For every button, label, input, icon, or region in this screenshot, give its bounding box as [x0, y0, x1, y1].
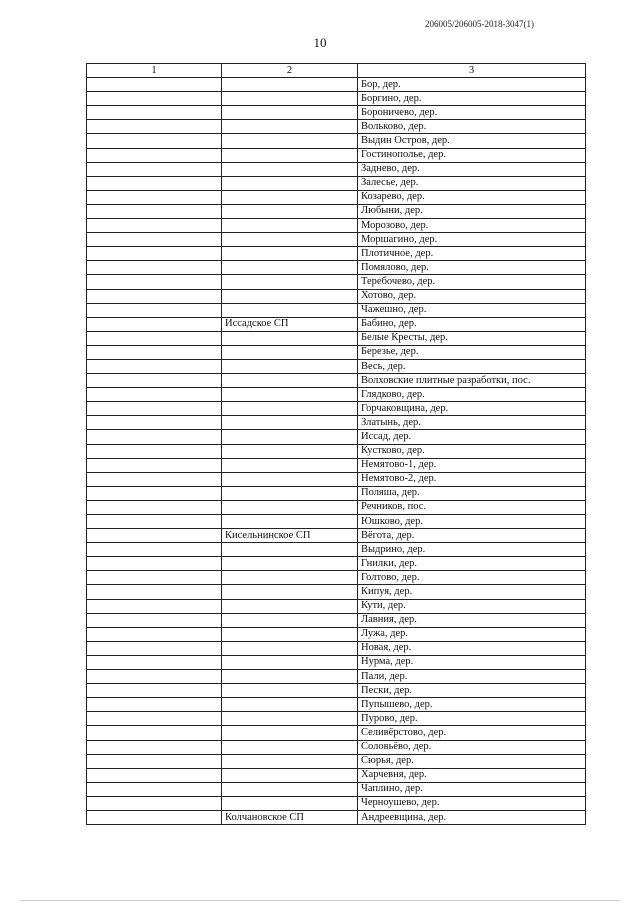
cell-settlement: [222, 444, 358, 458]
cell-index: [87, 402, 222, 416]
cell-settlement: [222, 712, 358, 726]
table-row: [87, 78, 586, 92]
table-row: [87, 204, 586, 218]
cell-locality: Выдрино, дер.: [358, 543, 586, 557]
cell-locality: Белые Кресты, дер.: [358, 331, 586, 345]
cell-locality: Златынь, дер.: [358, 416, 586, 430]
cell-settlement: [222, 486, 358, 500]
cell-settlement: [222, 515, 358, 529]
table-row: [87, 810, 586, 824]
cell-locality: Пали, дер.: [358, 670, 586, 684]
cell-index: [87, 289, 222, 303]
cell-locality: Нурма, дер.: [358, 655, 586, 669]
cell-locality: Голтово, дер.: [358, 571, 586, 585]
cell-settlement: [222, 599, 358, 613]
cell-locality: Андреевщина, дер.: [358, 810, 586, 824]
table-row: [87, 388, 586, 402]
cell-locality: Помялово, дер.: [358, 261, 586, 275]
cell-settlement: [222, 204, 358, 218]
scan-artifact-line: [20, 900, 620, 901]
table-row: [87, 515, 586, 529]
cell-settlement: [222, 754, 358, 768]
table-row: [87, 655, 586, 669]
cell-locality: Вёгота, дер.: [358, 529, 586, 543]
cell-settlement: [222, 796, 358, 810]
table-row: [87, 444, 586, 458]
cell-settlement: [222, 500, 358, 514]
cell-locality: Немятово-2, дер.: [358, 472, 586, 486]
cell-settlement: [222, 190, 358, 204]
table-row: [87, 726, 586, 740]
column-header-1: 1: [87, 64, 222, 78]
column-header-2: 2: [222, 64, 358, 78]
cell-index: [87, 430, 222, 444]
table-row: [87, 92, 586, 106]
table-row: [87, 275, 586, 289]
cell-index: [87, 613, 222, 627]
cell-settlement: [222, 768, 358, 782]
cell-index: [87, 515, 222, 529]
cell-locality: Боргино, дер.: [358, 92, 586, 106]
cell-locality: Любыни, дер.: [358, 204, 586, 218]
table-row: [87, 782, 586, 796]
cell-locality: Бабино, дер.: [358, 317, 586, 331]
table-row: [87, 698, 586, 712]
cell-index: [87, 571, 222, 585]
cell-settlement: [222, 740, 358, 754]
cell-locality: Гостинополье, дер.: [358, 148, 586, 162]
table-row: [87, 571, 586, 585]
cell-index: [87, 388, 222, 402]
cell-settlement: [222, 261, 358, 275]
cell-locality: Заднево, дер.: [358, 162, 586, 176]
cell-locality: Лавния, дер.: [358, 613, 586, 627]
cell-settlement: [222, 289, 358, 303]
table-row: [87, 190, 586, 204]
cell-locality: Вольково, дер.: [358, 120, 586, 134]
cell-locality: Бор, дер.: [358, 78, 586, 92]
cell-index: [87, 712, 222, 726]
cell-locality: Немятово-1, дер.: [358, 458, 586, 472]
cell-index: [87, 782, 222, 796]
cell-settlement: [222, 684, 358, 698]
table-row: [87, 599, 586, 613]
cell-index: [87, 472, 222, 486]
table-row: [87, 374, 586, 388]
table-row: [87, 458, 586, 472]
table-row: [87, 331, 586, 345]
cell-settlement: [222, 585, 358, 599]
cell-locality: Иссад, дер.: [358, 430, 586, 444]
cell-index: [87, 529, 222, 543]
table-row: [87, 219, 586, 233]
cell-locality: Гнилки, дер.: [358, 557, 586, 571]
table-row: [87, 359, 586, 373]
table-row: [87, 740, 586, 754]
cell-settlement: [222, 134, 358, 148]
cell-settlement: [222, 106, 358, 120]
cell-locality: Хотово, дер.: [358, 289, 586, 303]
table-row: [87, 261, 586, 275]
table-row: [87, 402, 586, 416]
cell-locality: Теребочево, дер.: [358, 275, 586, 289]
cell-locality: Сюрья, дер.: [358, 754, 586, 768]
cell-settlement: [222, 557, 358, 571]
cell-locality: Выдин Остров, дер.: [358, 134, 586, 148]
table-row: [87, 345, 586, 359]
cell-locality: Новая, дер.: [358, 641, 586, 655]
cell-index: [87, 641, 222, 655]
cell-index: [87, 78, 222, 92]
cell-settlement: Колчановское СП: [222, 810, 358, 824]
cell-index: [87, 331, 222, 345]
cell-locality: Поляша, дер.: [358, 486, 586, 500]
table-row: [87, 106, 586, 120]
cell-index: [87, 106, 222, 120]
cell-index: [87, 247, 222, 261]
cell-locality: Речников, пос.: [358, 500, 586, 514]
cell-settlement: [222, 430, 358, 444]
cell-locality: Кути, дер.: [358, 599, 586, 613]
cell-settlement: [222, 388, 358, 402]
cell-settlement: [222, 726, 358, 740]
page-number: 10: [313, 35, 327, 50]
cell-settlement: [222, 148, 358, 162]
cell-index: [87, 768, 222, 782]
cell-index: [87, 345, 222, 359]
cell-settlement: [222, 543, 358, 557]
cell-locality: Залесье, дер.: [358, 176, 586, 190]
table-row: [87, 641, 586, 655]
table-row: [87, 233, 586, 247]
cell-settlement: [222, 303, 358, 317]
cell-settlement: [222, 670, 358, 684]
cell-locality: Березье, дер.: [358, 345, 586, 359]
cell-locality: Моршагино, дер.: [358, 233, 586, 247]
cell-locality: Глядково, дер.: [358, 388, 586, 402]
cell-settlement: [222, 162, 358, 176]
cell-index: [87, 557, 222, 571]
settlements-table: [86, 63, 586, 825]
cell-index: [87, 444, 222, 458]
cell-settlement: [222, 374, 358, 388]
cell-settlement: [222, 120, 358, 134]
cell-settlement: [222, 782, 358, 796]
cell-settlement: [222, 247, 358, 261]
table-row: [87, 543, 586, 557]
cell-index: [87, 585, 222, 599]
table-row: [87, 134, 586, 148]
table-body: [87, 78, 586, 825]
cell-locality: Весь, дер.: [358, 359, 586, 373]
cell-index: [87, 684, 222, 698]
cell-index: [87, 810, 222, 824]
cell-locality: Селивёрстово, дер.: [358, 726, 586, 740]
cell-index: [87, 134, 222, 148]
cell-locality: Пески, дер.: [358, 684, 586, 698]
cell-index: [87, 204, 222, 218]
cell-settlement: [222, 359, 358, 373]
cell-index: [87, 148, 222, 162]
table-row: [87, 430, 586, 444]
cell-index: [87, 698, 222, 712]
cell-settlement: [222, 458, 358, 472]
cell-settlement: [222, 472, 358, 486]
table-row: [87, 317, 586, 331]
cell-locality: Бороничево, дер.: [358, 106, 586, 120]
table-row: [87, 486, 586, 500]
cell-index: [87, 261, 222, 275]
cell-settlement: Кисельнинское СП: [222, 529, 358, 543]
cell-index: [87, 176, 222, 190]
table-row: [87, 754, 586, 768]
cell-locality: Чажешно, дер.: [358, 303, 586, 317]
cell-locality: Кустково, дер.: [358, 444, 586, 458]
cell-locality: Черноушево, дер.: [358, 796, 586, 810]
table-row: [87, 247, 586, 261]
table-row: [87, 557, 586, 571]
cell-locality: Лужа, дер.: [358, 627, 586, 641]
cell-index: [87, 796, 222, 810]
cell-index: [87, 670, 222, 684]
table-row: [87, 289, 586, 303]
table-row: [87, 120, 586, 134]
cell-index: [87, 599, 222, 613]
cell-index: [87, 458, 222, 472]
cell-index: [87, 500, 222, 514]
cell-index: [87, 655, 222, 669]
cell-locality: Козарево, дер.: [358, 190, 586, 204]
cell-settlement: [222, 641, 358, 655]
cell-settlement: [222, 571, 358, 585]
cell-settlement: [222, 233, 358, 247]
table-row: [87, 416, 586, 430]
cell-locality: Морозово, дер.: [358, 219, 586, 233]
table-row: [87, 176, 586, 190]
cell-settlement: [222, 219, 358, 233]
cell-index: [87, 162, 222, 176]
cell-settlement: [222, 345, 358, 359]
cell-settlement: [222, 176, 358, 190]
cell-settlement: [222, 331, 358, 345]
table-header-row: [87, 64, 586, 78]
cell-locality: Харчевня, дер.: [358, 768, 586, 782]
cell-settlement: [222, 698, 358, 712]
cell-index: [87, 233, 222, 247]
table-row: [87, 585, 586, 599]
cell-locality: Пурово, дер.: [358, 712, 586, 726]
cell-index: [87, 275, 222, 289]
table-row: [87, 303, 586, 317]
cell-index: [87, 219, 222, 233]
cell-index: [87, 627, 222, 641]
cell-locality: Кипуя, дер.: [358, 585, 586, 599]
cell-locality: Юшково, дер.: [358, 515, 586, 529]
table-row: [87, 162, 586, 176]
cell-locality: Соловьёво, дер.: [358, 740, 586, 754]
cell-index: [87, 754, 222, 768]
table-row: [87, 472, 586, 486]
cell-settlement: [222, 613, 358, 627]
cell-locality: Пупышево, дер.: [358, 698, 586, 712]
cell-index: [87, 726, 222, 740]
table-row: [87, 670, 586, 684]
cell-settlement: [222, 655, 358, 669]
cell-index: [87, 416, 222, 430]
table-row: [87, 529, 586, 543]
cell-locality: Плотичное, дер.: [358, 247, 586, 261]
cell-index: [87, 740, 222, 754]
cell-locality: Горчаковщина, дер.: [358, 402, 586, 416]
cell-settlement: Иссадское СП: [222, 317, 358, 331]
table-row: [87, 500, 586, 514]
cell-index: [87, 374, 222, 388]
cell-settlement: [222, 92, 358, 106]
cell-locality: Чаплино, дер.: [358, 782, 586, 796]
cell-settlement: [222, 627, 358, 641]
cell-settlement: [222, 78, 358, 92]
table-row: [87, 627, 586, 641]
cell-index: [87, 543, 222, 557]
cell-index: [87, 303, 222, 317]
table-row: [87, 613, 586, 627]
cell-index: [87, 120, 222, 134]
document-id: 206005/206005-2018-3047(1): [425, 19, 534, 29]
table-row: [87, 712, 586, 726]
cell-settlement: [222, 402, 358, 416]
cell-index: [87, 92, 222, 106]
cell-settlement: [222, 275, 358, 289]
table-row: [87, 796, 586, 810]
table-row: [87, 684, 586, 698]
table-row: [87, 148, 586, 162]
cell-index: [87, 359, 222, 373]
table-row: [87, 768, 586, 782]
column-header-3: 3: [358, 64, 586, 78]
cell-locality: Волховские плитные разработки, пос.: [358, 374, 586, 388]
cell-index: [87, 486, 222, 500]
cell-index: [87, 190, 222, 204]
cell-index: [87, 317, 222, 331]
cell-settlement: [222, 416, 358, 430]
